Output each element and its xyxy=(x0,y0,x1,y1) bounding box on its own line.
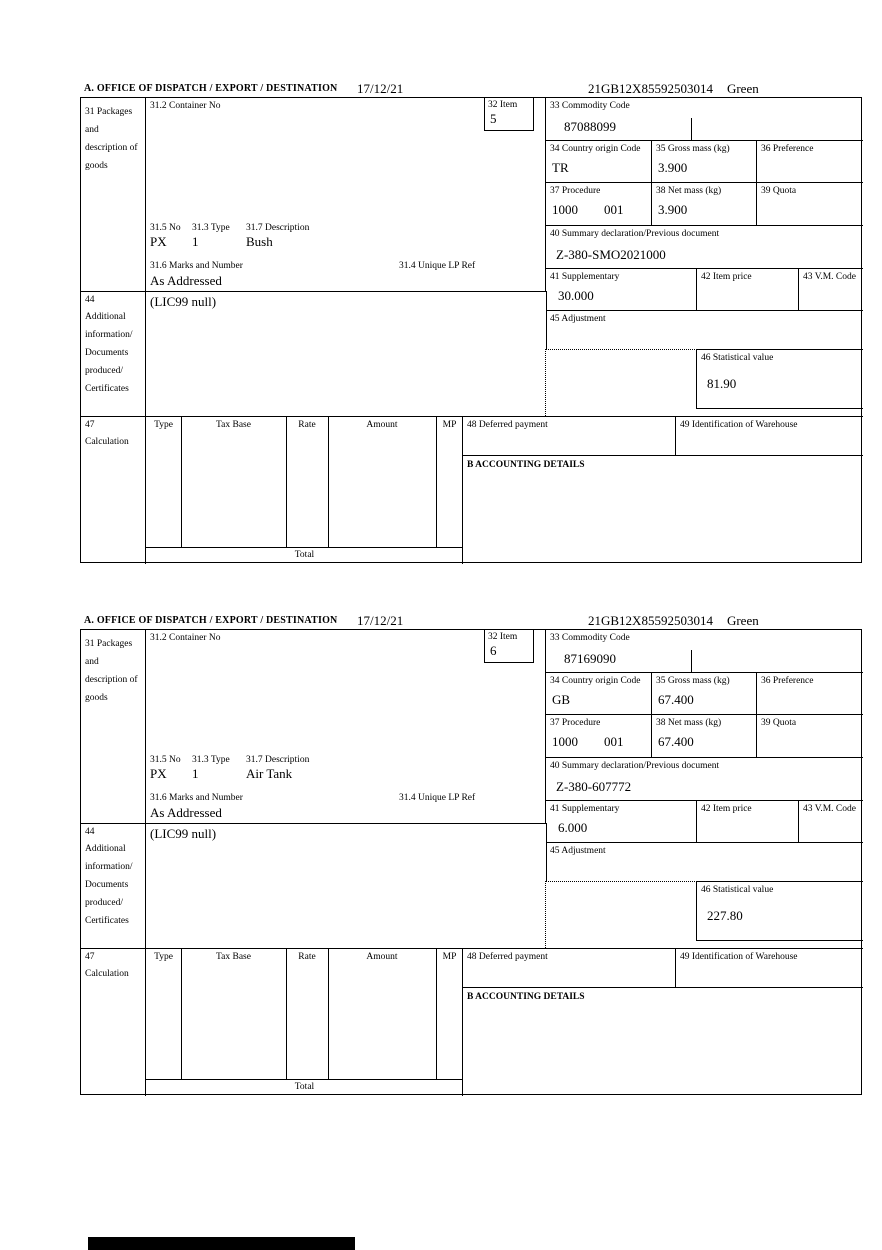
box46-statistical-value-cell xyxy=(696,881,863,941)
package-no-label: 31.5 No xyxy=(150,755,181,765)
table-total-divider xyxy=(146,1079,463,1080)
table-header-amount: Amount xyxy=(366,420,398,430)
adjustment-label: 45 Adjustment xyxy=(550,846,606,856)
box44-number: 44 xyxy=(85,827,95,837)
supplementary-value: 6.000 xyxy=(558,820,588,835)
divider-horizontal-dotted xyxy=(546,881,697,882)
box45-adjustment-cell xyxy=(546,843,863,881)
box39-quota-cell xyxy=(756,715,863,758)
gross-mass-label: 35 Gross mass (kg) xyxy=(656,676,730,686)
warehouse-identification-label: 49 Identification of Warehouse xyxy=(680,420,798,430)
marks-numbers-label: 31.6 Marks and Number xyxy=(150,261,243,271)
box34-country-origin-cell xyxy=(546,141,651,183)
gross-mass-value: 67.400 xyxy=(658,692,694,707)
box31-label: 31 Packages and description of goods xyxy=(85,639,138,703)
package-type-label: 31.3 Type xyxy=(192,223,230,233)
country-origin-label: 34 Country origin Code xyxy=(550,144,641,154)
marks-numbers-value: As Addressed xyxy=(150,273,222,288)
statistical-value-label: 46 Statistical value xyxy=(701,353,774,363)
vm-code-label: 43 V.M. Code xyxy=(803,272,856,282)
movement-reference xyxy=(588,81,759,97)
procedure-value: 1000 xyxy=(552,202,578,217)
commodity-code-value: 87088099 xyxy=(564,119,616,134)
unique-lp-ref-label: 31.4 Unique LP Ref xyxy=(399,793,476,803)
declaration-item-block xyxy=(80,612,862,1095)
goods-description-value: Bush xyxy=(246,234,273,249)
package-type-label: 31.3 Type xyxy=(192,755,230,765)
box41-supplementary-cell xyxy=(546,269,696,311)
box31-2-container-cell xyxy=(146,630,546,823)
statistical-value-label: 46 Statistical value xyxy=(701,885,774,895)
divider-horizontal-dotted xyxy=(546,349,697,350)
table-total-divider xyxy=(146,547,463,548)
procedure-extra-value: 001 xyxy=(604,734,624,749)
accounting-details-area xyxy=(463,456,863,564)
calculation-table xyxy=(146,948,463,1096)
previous-document-label: 40 Summary declaration/Previous document xyxy=(550,761,720,771)
deferred-payment-label: 48 Deferred payment xyxy=(467,952,548,962)
box47-label: Calculation xyxy=(85,969,129,980)
statistical-value: 227.80 xyxy=(707,908,743,923)
box31-2-container-cell xyxy=(146,98,546,291)
box37-procedure-cell xyxy=(546,183,651,226)
divider-vertical-solid xyxy=(546,823,547,881)
table-total-label: Total xyxy=(294,1082,315,1092)
box43-vm-code-cell xyxy=(798,801,863,843)
office-of-dispatch-header: A. OFFICE OF DISPATCH / EXPORT / DESTINATION xyxy=(84,83,338,94)
deferred-payment-label: 48 Deferred payment xyxy=(467,420,548,430)
box36-preference-cell xyxy=(756,673,863,715)
additional-information-value: (LIC99 null) xyxy=(150,294,217,309)
bottom-artifact-bar xyxy=(88,1237,355,1250)
table-column-divider xyxy=(436,949,437,1079)
box45-adjustment-cell xyxy=(546,311,863,349)
accounting-details-label: B ACCOUNTING DETAILS xyxy=(467,460,585,470)
box47-number: 47 xyxy=(85,952,95,962)
table-header-amount: Amount xyxy=(366,952,398,962)
box32-item-cell xyxy=(484,98,534,131)
box31-packages-label-cell xyxy=(81,630,146,823)
box35-gross-mass-cell xyxy=(651,141,756,183)
box31-label: 31 Packages and description of goods xyxy=(85,107,138,171)
commodity-code-label: 33 Commodity Code xyxy=(550,633,630,643)
package-no-value: PX xyxy=(150,234,167,249)
package-type-value: 1 xyxy=(192,766,199,781)
box40-previous-document-cell xyxy=(546,758,863,801)
box44-value-cell xyxy=(146,823,546,948)
country-origin-label: 34 Country origin Code xyxy=(550,676,641,686)
gross-mass-value: 3.900 xyxy=(658,160,688,175)
box44-number: 44 xyxy=(85,295,95,305)
box39-quota-cell xyxy=(756,183,863,226)
commodity-code-separator xyxy=(691,118,692,141)
previous-document-label: 40 Summary declaration/Previous document xyxy=(550,229,720,239)
table-column-divider xyxy=(181,949,182,1079)
table-column-divider xyxy=(286,417,287,547)
box47-number: 47 xyxy=(85,420,95,430)
item-price-label: 42 Item price xyxy=(701,272,752,282)
box36-preference-cell xyxy=(756,141,863,183)
table-total-label: Total xyxy=(294,550,315,560)
box40-previous-document-cell xyxy=(546,226,863,269)
container-no-label: 31.2 Container No xyxy=(150,101,221,111)
item-box-label: 32 Item xyxy=(488,632,518,642)
box44-additional-info-label-cell xyxy=(81,823,146,948)
preference-label: 36 Preference xyxy=(761,144,814,154)
declaration-item-block xyxy=(80,80,862,563)
calculation-table xyxy=(146,416,463,564)
declaration-date: 17/12/21 xyxy=(357,613,404,628)
box48-deferred-payment-cell xyxy=(463,948,676,988)
item-box-label: 32 Item xyxy=(488,100,518,110)
package-no-label: 31.5 No xyxy=(150,223,181,233)
table-column-divider xyxy=(436,417,437,547)
previous-document-value: Z-380-SMO2021000 xyxy=(556,247,666,262)
box42-item-price-cell xyxy=(696,269,798,311)
movement-reference xyxy=(588,613,759,629)
package-no-value: PX xyxy=(150,766,167,781)
previous-document-value: Z-380-607772 xyxy=(556,779,632,794)
routing-status: Green xyxy=(726,81,759,96)
mrn-value: 21GB12X85592503014 xyxy=(588,613,713,628)
divider-vertical-dotted xyxy=(545,349,546,416)
box37-procedure-cell xyxy=(546,715,651,758)
box44-value-cell xyxy=(146,291,546,416)
accounting-details-area xyxy=(463,988,863,1096)
box32-item-cell xyxy=(484,630,534,663)
gross-mass-label: 35 Gross mass (kg) xyxy=(656,144,730,154)
box42-item-price-cell xyxy=(696,801,798,843)
procedure-label: 37 Procedure xyxy=(550,186,601,196)
commodity-code-separator xyxy=(691,650,692,673)
box44-label: Additional information/ Documents produced/ Certificates xyxy=(85,844,133,927)
statistical-value: 81.90 xyxy=(707,376,737,391)
goods-description-value: Air Tank xyxy=(246,766,293,781)
marks-numbers-label: 31.6 Marks and Number xyxy=(150,793,243,803)
goods-description-label: 31.7 Description xyxy=(246,755,310,765)
item-price-label: 42 Item price xyxy=(701,804,752,814)
box49-warehouse-cell xyxy=(676,416,863,456)
goods-description-label: 31.7 Description xyxy=(246,223,310,233)
box41-supplementary-cell xyxy=(546,801,696,843)
table-header-type: Type xyxy=(154,952,173,962)
table-column-divider xyxy=(328,949,329,1079)
net-mass-value: 3.900 xyxy=(658,202,688,217)
net-mass-label: 38 Net mass (kg) xyxy=(656,718,722,728)
package-type-value: 1 xyxy=(192,234,199,249)
item-number-value: 5 xyxy=(490,111,497,126)
box38-net-mass-cell xyxy=(651,183,756,226)
table-header-tax-base: Tax Base xyxy=(216,420,251,430)
box33-commodity-code-cell xyxy=(546,98,863,141)
quota-label: 39 Quota xyxy=(761,186,797,196)
box31-packages-label-cell xyxy=(81,98,146,291)
box47-calculation-label-cell xyxy=(81,416,146,564)
declaration-date: 17/12/21 xyxy=(357,81,404,96)
supplementary-label: 41 Supplementary xyxy=(550,804,620,814)
table-column-divider xyxy=(181,417,182,547)
marks-numbers-value: As Addressed xyxy=(150,805,222,820)
divider-vertical-solid xyxy=(546,291,547,349)
box46-statistical-value-cell xyxy=(696,349,863,409)
vm-code-label: 43 V.M. Code xyxy=(803,804,856,814)
box48-deferred-payment-cell xyxy=(463,416,676,456)
commodity-code-value: 87169090 xyxy=(564,651,616,666)
table-header-tax-base: Tax Base xyxy=(216,952,251,962)
procedure-label: 37 Procedure xyxy=(550,718,601,728)
box44-label: Additional information/ Documents produced/ Certificates xyxy=(85,312,133,395)
mrn-value: 21GB12X85592503014 xyxy=(588,81,713,96)
box43-vm-code-cell xyxy=(798,269,863,311)
divider-vertical-dotted xyxy=(545,881,546,948)
net-mass-label: 38 Net mass (kg) xyxy=(656,186,722,196)
warehouse-identification-label: 49 Identification of Warehouse xyxy=(680,952,798,962)
routing-status: Green xyxy=(726,613,759,628)
table-header-mp: MP xyxy=(442,420,457,430)
table-column-divider xyxy=(286,949,287,1079)
country-origin-value: TR xyxy=(552,160,569,175)
office-of-dispatch-header: A. OFFICE OF DISPATCH / EXPORT / DESTINATION xyxy=(84,615,338,626)
accounting-details-label: B ACCOUNTING DETAILS xyxy=(467,992,585,1002)
table-header-rate: Rate xyxy=(298,420,316,430)
box34-country-origin-cell xyxy=(546,673,651,715)
preference-label: 36 Preference xyxy=(761,676,814,686)
additional-information-value: (LIC99 null) xyxy=(150,826,217,841)
box35-gross-mass-cell xyxy=(651,673,756,715)
box47-calculation-label-cell xyxy=(81,948,146,1096)
form-main-box xyxy=(80,629,862,1095)
supplementary-value: 30.000 xyxy=(558,288,594,303)
box38-net-mass-cell xyxy=(651,715,756,758)
quota-label: 39 Quota xyxy=(761,718,797,728)
table-header-rate: Rate xyxy=(298,952,316,962)
net-mass-value: 67.400 xyxy=(658,734,694,749)
box33-commodity-code-cell xyxy=(546,630,863,673)
table-column-divider xyxy=(328,417,329,547)
container-no-label: 31.2 Container No xyxy=(150,633,221,643)
commodity-code-label: 33 Commodity Code xyxy=(550,101,630,111)
form-main-box xyxy=(80,97,862,563)
box47-label: Calculation xyxy=(85,437,129,448)
unique-lp-ref-label: 31.4 Unique LP Ref xyxy=(399,261,476,271)
box49-warehouse-cell xyxy=(676,948,863,988)
item-number-value: 6 xyxy=(490,643,497,658)
adjustment-label: 45 Adjustment xyxy=(550,314,606,324)
procedure-value: 1000 xyxy=(552,734,578,749)
country-origin-value: GB xyxy=(552,692,571,707)
supplementary-label: 41 Supplementary xyxy=(550,272,620,282)
box44-additional-info-label-cell xyxy=(81,291,146,416)
table-header-type: Type xyxy=(154,420,173,430)
procedure-extra-value: 001 xyxy=(604,202,624,217)
table-header-mp: MP xyxy=(442,952,457,962)
